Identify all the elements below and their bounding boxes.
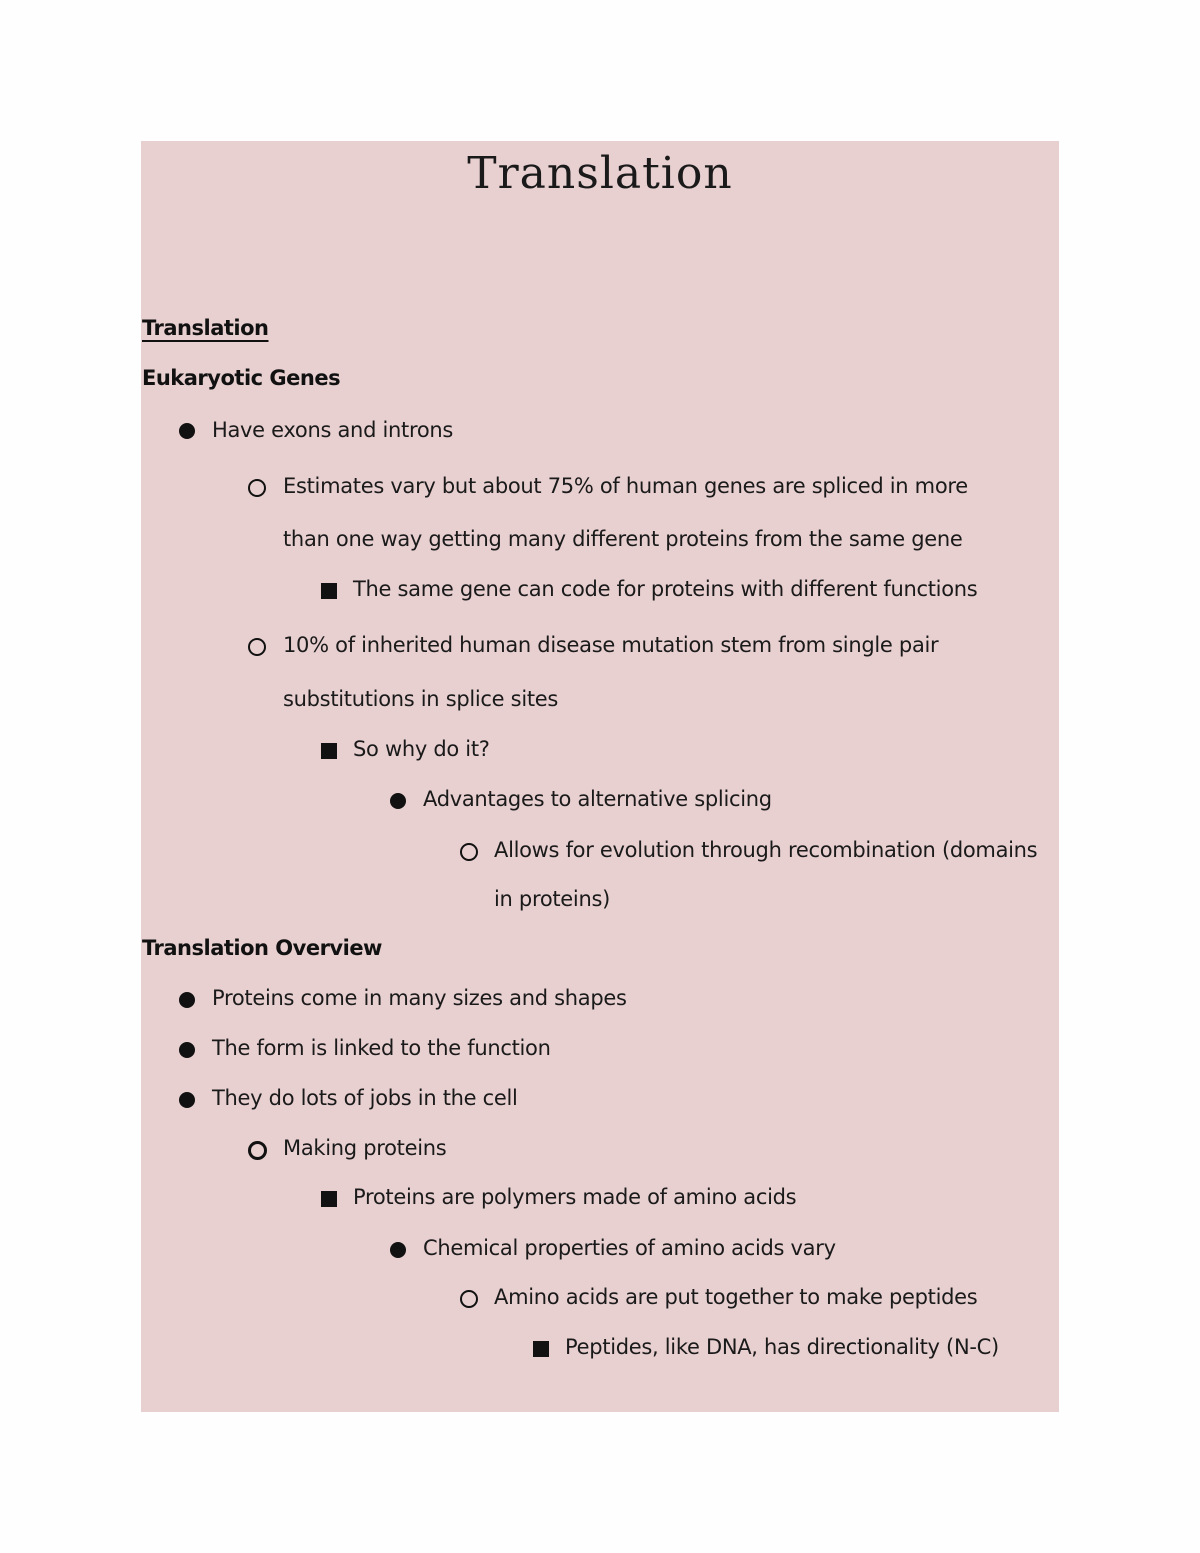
circle-bullet-icon	[460, 843, 478, 861]
list-item-text: The same gene can code for proteins with different functions	[353, 577, 978, 601]
circle-bullet-icon	[460, 1290, 478, 1308]
disc-bullet-icon	[179, 992, 195, 1008]
disc-bullet-icon	[179, 1092, 195, 1108]
disc-bullet-icon	[390, 793, 406, 809]
document-title: Translation	[467, 148, 733, 199]
list-item-text-line-1: 10% of inherited human disease mutation stem from single pair	[283, 633, 939, 657]
section-heading-translation-overview: Translation Overview	[142, 936, 382, 960]
square-bullet-icon	[321, 583, 337, 599]
list-item-text: So why do it?	[353, 737, 490, 761]
list-item-text-line-2: substitutions in splice sites	[283, 687, 559, 711]
square-bullet-icon	[321, 743, 337, 759]
list-item-text: Amino acids are put together to make peptides	[494, 1285, 978, 1309]
list-item-text: Proteins are polymers made of amino acids	[353, 1185, 797, 1209]
disc-bullet-icon	[390, 1242, 406, 1258]
list-item-text-line-2: in proteins)	[494, 887, 611, 911]
section-heading-eukaryotic-genes: Eukaryotic Genes	[142, 366, 341, 390]
circle-bullet-icon	[248, 479, 266, 497]
list-item-text: They do lots of jobs in the cell	[212, 1086, 518, 1110]
section-heading-translation: Translation	[142, 316, 269, 340]
list-item-text: Making proteins	[283, 1136, 447, 1160]
list-item-text-line-2: than one way getting many different proteins from the same gene	[283, 527, 963, 551]
list-item-text-line-1: Estimates vary but about 75% of human genes are spliced in more	[283, 474, 968, 498]
list-item-text: Have exons and introns	[212, 418, 454, 442]
list-item-text: Chemical properties of amino acids vary	[423, 1236, 836, 1260]
square-bullet-icon	[533, 1341, 549, 1357]
list-item-text: Advantages to alternative splicing	[423, 787, 772, 811]
list-item-text: Peptides, like DNA, has directionality (N-C)	[565, 1335, 999, 1359]
disc-bullet-icon	[179, 423, 195, 439]
list-item-text: The form is linked to the function	[212, 1036, 551, 1060]
list-item-text: Proteins come in many sizes and shapes	[212, 986, 627, 1010]
circle-bullet-icon	[248, 1141, 267, 1160]
circle-bullet-icon	[248, 638, 266, 656]
square-bullet-icon	[321, 1191, 337, 1207]
list-item-text-line-1: Allows for evolution through recombination (domains	[494, 838, 1038, 862]
disc-bullet-icon	[179, 1042, 195, 1058]
